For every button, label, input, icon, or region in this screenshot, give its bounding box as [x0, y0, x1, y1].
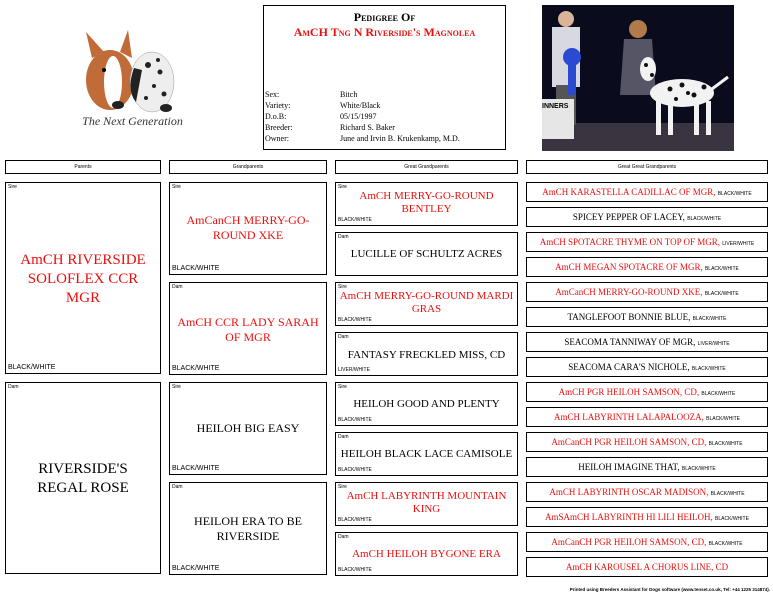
- great-grandparent-color: BLACK/WHITE: [338, 417, 372, 423]
- show-photo: [542, 5, 734, 151]
- dam-label: Dam: [338, 434, 349, 440]
- grandparent-name: HEILOH BIG EASY: [196, 421, 300, 435]
- ggg-5[interactable]: [526, 282, 768, 302]
- ggg-color: BLACK/WHITE: [691, 366, 726, 372]
- ggg-1[interactable]: [526, 182, 768, 202]
- parent-name: RIVERSIDE'S REGAL ROSE: [37, 461, 129, 496]
- ggg-color: BLACK/WHITE: [715, 516, 749, 522]
- ggg-15[interactable]: [526, 532, 768, 552]
- ggg-name: SEACOMA TANNIWAY OF MGR,: [564, 337, 696, 347]
- ggg-name: TANGLEFOOT BONNIE BLUE,: [567, 312, 691, 322]
- footer-credit: Printed using Breeders Assistant for Dogs software (www.tenset.co.uk, Tel: +44 1225 314874).: [569, 587, 770, 592]
- ggg-color: BLACK/WHITE: [681, 466, 716, 472]
- dalmatian-photo-icon: [542, 5, 734, 151]
- ggg-color: BLACK/WHITE: [704, 266, 739, 272]
- dam-label: Dam: [338, 334, 349, 340]
- ggg-name: SEACOMA CARA'S NICHOLE,: [568, 362, 690, 372]
- sign-text: INNERS: [542, 103, 569, 110]
- great-grandparent-name: FANTASY FRECKLED MISS, CD: [347, 349, 506, 361]
- info-value: White/Black: [340, 101, 381, 110]
- great-grandparent-1[interactable]: [335, 182, 518, 226]
- ggg-color: BLACK/WHITE: [710, 491, 745, 497]
- ggg-color: LIVER/WHITE: [722, 241, 755, 247]
- great-grandparent-color: BLACK/WHITE: [338, 467, 372, 473]
- ggg-2[interactable]: [526, 207, 768, 227]
- dam-label: Dam: [172, 284, 183, 290]
- dam-label: Dam: [338, 534, 349, 540]
- info-label: Owner:: [265, 134, 289, 143]
- parent-sire[interactable]: [5, 182, 161, 374]
- sire-label: Sire: [338, 484, 347, 490]
- dam-label: Dam: [8, 384, 19, 390]
- parent-dam[interactable]: [5, 382, 161, 574]
- great-grandparent-color: BLACK/WHITE: [338, 517, 372, 523]
- great-grandparent-color: LIVER/WHITE: [338, 367, 370, 373]
- info-label: Breeder:: [265, 123, 293, 132]
- ggg-name: HEILOH IMAGINE THAT,: [578, 462, 680, 472]
- sire-label: Sire: [8, 184, 17, 190]
- ggg-16[interactable]: [526, 557, 768, 577]
- ggg-14[interactable]: [526, 507, 768, 527]
- ggg-color: BLACK/WHITE: [704, 291, 739, 297]
- info-value: Richard S. Baker: [340, 123, 395, 132]
- logo: [70, 20, 195, 132]
- info-value: Bitch: [340, 90, 358, 99]
- sire-label: Sire: [338, 284, 347, 290]
- header-great-grandparents: Great Grandparents: [335, 160, 518, 174]
- ggg-name: AmCH MEGAN SPOTACRE OF MGR,: [555, 262, 703, 272]
- header-grandparents: Grandparents: [169, 160, 327, 174]
- grandparent-dam-sire[interactable]: [169, 382, 327, 475]
- parent-name: AmCH RIVERSIDE SOLOFLEX CCR MGR: [20, 252, 146, 306]
- dam-label: Dam: [338, 234, 349, 240]
- great-grandparent-3[interactable]: [335, 282, 518, 326]
- ggg-6[interactable]: [526, 307, 768, 327]
- logo-caption: The Next Generation: [82, 114, 183, 128]
- great-grandparent-2[interactable]: [335, 232, 518, 276]
- sire-label: Sire: [338, 384, 347, 390]
- ggg-4[interactable]: [526, 257, 768, 277]
- info-value: 05/15/1997: [340, 112, 377, 121]
- great-grandparent-color: BLACK/WHITE: [338, 217, 372, 223]
- ggg-color: BLACK/WHITE: [687, 216, 722, 222]
- grandparent-name: AmCH CCR LADY SARAH OF MGR: [177, 315, 319, 344]
- header-great-great-grandparents: Great Great Grandparents: [526, 160, 768, 174]
- title-heading: Pedigree Of: [353, 10, 416, 24]
- grandparent-color: BLACK/WHITE: [172, 465, 220, 472]
- info-label: Variety:: [265, 101, 291, 110]
- ggg-color: BLACK/WHITE: [692, 316, 727, 322]
- grandparent-color: BLACK/WHITE: [172, 565, 220, 572]
- ggg-name: AmCH PGR HEILOH SAMSON, CD,: [558, 387, 700, 397]
- ggg-color: BLACK/WHITE: [708, 441, 743, 447]
- sire-label: Sire: [338, 184, 347, 190]
- great-grandparent-name: HEILOH BLACK LACE CAMISOLE: [340, 448, 513, 460]
- grandparent-dam-dam[interactable]: [169, 482, 327, 575]
- ggg-name: AmCanCH PGR HEILOH SAMSON, CD,: [551, 437, 707, 447]
- great-grandparent-name: AmCH LABYRINTH MOUNTAIN KING: [346, 490, 507, 515]
- title-box: [263, 5, 506, 150]
- info-list: [264, 90, 505, 148]
- ggg-11[interactable]: [526, 432, 768, 452]
- parent-color: BLACK/WHITE: [8, 364, 56, 371]
- great-grandparent-8[interactable]: [335, 532, 518, 576]
- great-grandparent-color: BLACK/WHITE: [338, 567, 372, 573]
- ggg-name: AmCH SPOTACRE THYME ON TOP OF MGR,: [539, 237, 721, 247]
- sire-label: Sire: [172, 384, 181, 390]
- ggg-13[interactable]: [526, 482, 768, 502]
- great-grandparent-name: AmCH HEILOH BYGONE ERA: [352, 548, 501, 560]
- ggg-name: AmCH LABYRINTH LALAPALOOZA,: [553, 412, 704, 422]
- great-grandparent-name: HEILOH GOOD AND PLENTY: [353, 398, 500, 410]
- grandparent-sire-dam[interactable]: [169, 282, 327, 375]
- ggg-name: AmCH KAROUSEL A CHORUS LINE, CD: [565, 562, 729, 572]
- info-value: June and Irvin B. Krukenkamp, M.D.: [340, 134, 460, 143]
- ggg-color: BLACK/WHITE: [701, 391, 736, 397]
- header-parents: Parents: [5, 160, 161, 174]
- grandparent-name: AmCanCH MERRY-GO-ROUND XKE: [186, 213, 310, 242]
- great-grandparent-name: AmCH MERRY-GO-ROUND BENTLEY: [359, 190, 494, 215]
- grandparent-name: HEILOH ERA TO BE RIVERSIDE: [194, 514, 302, 543]
- ggg-color: BLACK/WHITE: [717, 191, 752, 197]
- ggg-12[interactable]: [526, 457, 768, 477]
- great-grandparent-5[interactable]: [335, 382, 518, 426]
- ggg-name: AmCanCH MERRY-GO-ROUND XKE,: [555, 287, 703, 297]
- ggg-color: BLACK/WHITE: [708, 541, 743, 547]
- ggg-7[interactable]: [526, 332, 768, 352]
- ggg-9[interactable]: [526, 382, 768, 402]
- ggg-8[interactable]: [526, 357, 768, 377]
- ggg-10[interactable]: [526, 407, 768, 427]
- great-grandparent-name: LUCILLE OF SCHULTZ ACRES: [350, 248, 503, 260]
- info-label: D.o.B:: [265, 112, 287, 121]
- great-grandparent-6[interactable]: [335, 432, 518, 476]
- info-label: Sex:: [265, 90, 280, 99]
- great-grandparent-color: BLACK/WHITE: [338, 317, 372, 323]
- ggg-color: BLACK/WHITE: [706, 416, 741, 422]
- ggg-color: LIVER/WHITE: [697, 341, 730, 347]
- grandparent-color: BLACK/WHITE: [172, 365, 220, 372]
- great-grandparent-7[interactable]: [335, 482, 518, 526]
- great-grandparent-4[interactable]: [335, 332, 518, 376]
- ggg-name: AmCH KARASTELLA CADILLAC OF MGR,: [542, 187, 716, 197]
- ggg-name: AmCanCH PGR HEILOH SAMSON, CD,: [551, 537, 707, 547]
- sire-label: Sire: [172, 184, 181, 190]
- ggg-name: SPICEY PEPPER OF LACEY,: [572, 212, 685, 222]
- grandparent-color: BLACK/WHITE: [172, 265, 220, 272]
- grandparent-sire-sire[interactable]: [169, 182, 327, 275]
- dam-label: Dam: [172, 484, 183, 490]
- ggg-3[interactable]: [526, 232, 768, 252]
- ggg-name: AmSAmCH LABYRINTH HI LILI HEILOH,: [545, 512, 713, 522]
- great-grandparent-name: AmCH MERRY-GO-ROUND MARDI GRAS: [339, 290, 514, 315]
- dog-name: AmCH Tng N Riverside's Magnolea: [293, 25, 476, 39]
- ggg-name: AmCH LABYRINTH OSCAR MADISON,: [549, 487, 709, 497]
